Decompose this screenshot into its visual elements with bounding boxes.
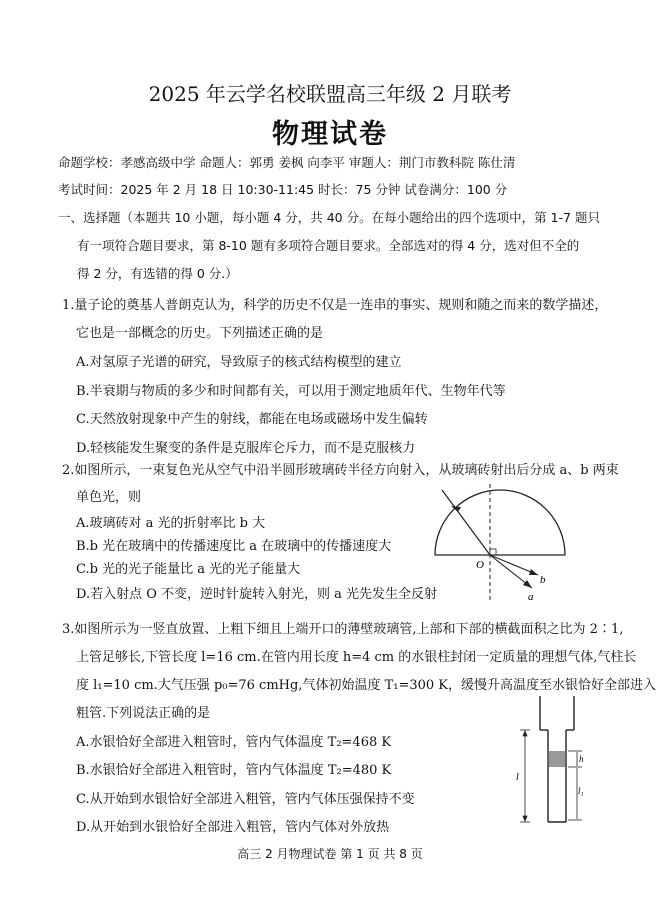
ray-a-arrow-icon [523, 580, 532, 588]
q1-option-b: B.半衰期与物质的多少和时间都有关，可以用于测定地质年代、生物年代等 [76, 384, 506, 399]
label-a: a [528, 591, 534, 603]
label-o: O [476, 559, 484, 571]
q1-option-c: C.天然放射现象中产生的射线，都能在电场或磁场中发生偏转 [76, 412, 428, 427]
exam-title: 2025 年云学名校联盟高三年级 2 月联考 [148, 82, 512, 106]
semicircle-glass [435, 490, 565, 555]
q3-option-a: A.水银恰好全部进入粗管时，管内气体温度 T₂=468 K [76, 735, 392, 750]
q3-stem-line2: 上管足够长,下管长度 l=16 cm.在管内用长度 h=4 cm 的水银柱封闭一定质量的理想气体,气柱长 [76, 650, 637, 665]
q1-stem-line1: 1.量子论的奠基人普朗克认为，科学的历史不仅是一连串的事实、规则和随之而来的数学描述， [62, 298, 608, 313]
label-h: h [579, 754, 584, 764]
right-angle-mark [490, 549, 496, 555]
page-footer: 高三 2 月物理试卷 第 1 页 共 8 页 [237, 847, 423, 861]
q2-stem-line1: 2.如图所示，一束复色光从空气中沿半圆形玻璃砖半径方向射入，从玻璃砖射出后分成 a、b 两束 [62, 463, 619, 478]
q2-option-d: D.若入射点 O 不变，逆时针旋转入射光，则 a 光先发生全反射 [76, 587, 438, 602]
q2-option-a: A.玻璃砖对 a 光的折射率比 b 大 [76, 516, 266, 531]
label-l1: l₁ [578, 786, 584, 796]
q3-option-c: C.从开始到水银恰好全部进入粗管，管内气体压强保持不变 [76, 792, 415, 807]
q2-stem-line2: 单色光，则 [76, 490, 142, 505]
subject-title: 物理试卷 [272, 119, 388, 150]
meta-time: 考试时间：2025 年 2 月 18 日 10:30-11:45 时长：75 分钟 试卷满分：100 分 [58, 182, 508, 197]
q1-stem-line2: 它也是一部概念的历史。下列描述正确的是 [76, 326, 324, 341]
q2-option-c: C.b 光的光子能量比 a 光的光子能量大 [76, 562, 301, 577]
label-b: b [540, 574, 546, 586]
q3-stem-line1: 3.如图所示为一竖直放置、上粗下细且上端开口的薄壁玻璃管,上部和下部的横截面积之比为 2∶1, [62, 622, 624, 637]
q2-semicircle-figure [420, 482, 580, 604]
q3-stem-line4: 粗管.下列说法正确的是 [76, 706, 211, 721]
q2-option-b: B.b 光在玻璃中的传播速度比 a 在玻璃中的传播速度大 [76, 539, 392, 554]
section-instructions-line3: 得 2 分，有选错的得 0 分.） [77, 266, 238, 281]
mercury-column [549, 751, 566, 767]
q3-option-d: D.从开始到水银恰好全部进入粗管，管内气体对外放热 [76, 820, 390, 835]
section-instructions-line2: 有一项符合题目要求，第 8-10 题有多项符合题目要求。全部选对的得 4 分，选对但不全的 [77, 238, 580, 253]
q1-option-d: D.轻核能发生聚变的条件是克服库仑斥力，而不是克服核力 [76, 441, 416, 456]
ray-b-arrow-icon [529, 569, 538, 575]
dimension-l [520, 730, 530, 822]
q3-tube-figure [510, 694, 590, 830]
label-l: l [516, 772, 519, 783]
q3-option-b: B.水银恰好全部进入粗管时，管内气体温度 T₂=480 K [76, 763, 392, 778]
section-instructions-line1: 一、选择题（本题共 10 小题，每小题 4 分，共 40 分。在每小题给出的四个选项中，第 1-7 题只 [58, 210, 600, 225]
q1-option-a: A.对氢原子光谱的研究，导致原子的核式结构模型的建立 [76, 355, 402, 370]
meta-authors: 命题学校：孝感高级中学 命题人：郭勇 姜枫 向李平 审题人：荆门市教科院 陈仕清 [58, 155, 516, 170]
q3-stem-line3: 度 l₁=10 cm.大气压强 p₀=76 cmHg,气体初始温度 T₁=300 K，缓慢升高温度至水银恰好全部进入 [76, 678, 657, 693]
